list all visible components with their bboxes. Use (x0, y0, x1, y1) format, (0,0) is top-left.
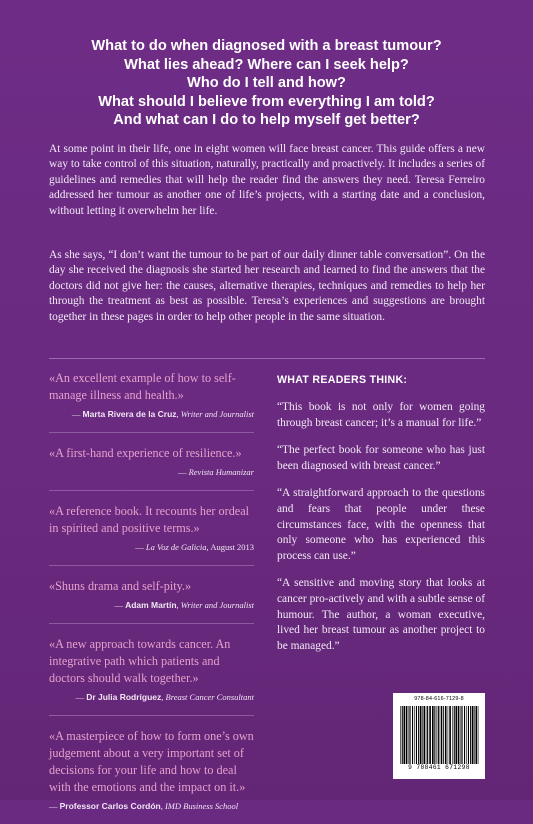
endorsement-attribution: — La Voz de Galicia, August 2013 (135, 542, 254, 552)
readers-title: WHAT READERS THINK: (277, 374, 408, 386)
barcode-bar (432, 706, 434, 764)
barcode-bar (441, 706, 442, 764)
reader-review: “This book is not only for women going through breast cancer; it’s a manual for life.” (277, 401, 485, 429)
isbn-text: 978-84-616-7129-8 (414, 696, 464, 702)
barcode-bar (416, 706, 417, 764)
endorsement (49, 370, 254, 420)
endorsement-attribution: — Revista Humanizar (177, 467, 254, 477)
endorser-name: Adam Martín (125, 600, 177, 610)
barcode-bar (443, 706, 444, 764)
barcode-bar (404, 706, 406, 764)
barcode-bar (424, 706, 426, 764)
barcode-bar (414, 706, 415, 764)
endorser-role: Writer and Journalist (180, 600, 254, 610)
barcode-bar (470, 706, 471, 764)
barcode-bar (406, 706, 408, 764)
reader-review: “A sensitive and moving story that looks at cancer pro-actively and with a subtle sense of humour. The author, a woman executive, lived her breast tumour as another project to be managed.” (277, 577, 485, 652)
barcode-bar (400, 706, 401, 764)
endorsement-divider (49, 565, 254, 566)
barcode-bar (429, 706, 431, 764)
barcode-bar (427, 706, 428, 764)
barcode-bar (422, 706, 423, 764)
headline-line: What lies ahead? Where can I seek help? (124, 56, 409, 73)
barcode-bar (410, 706, 411, 764)
endorsement-divider (49, 623, 254, 624)
barcode-bar (458, 706, 460, 764)
barcode-bar (472, 706, 474, 764)
endorser-role: Revista Humanizar (188, 467, 254, 477)
endorser-role: La Voz de Galicia, (145, 542, 209, 552)
barcode-bar (426, 706, 427, 764)
endorsement-divider (49, 715, 254, 716)
headline-questions (0, 37, 533, 130)
endorsement-attribution: — Professor Carlos Cordón, IMD Business School (49, 801, 239, 811)
barcode-bar (452, 706, 453, 764)
barcode-bar (402, 706, 403, 764)
section-divider (49, 358, 485, 359)
barcode-bar (418, 706, 419, 764)
barcode-bar (438, 706, 439, 764)
endorsement-attribution: — Marta Rivera de la Cruz, Writer and Journalist (71, 409, 254, 419)
reader-review: “A straightforward approach to the questions and fears that people under these circumstances face, with the openness that only someone who has experienced this process can use.” (277, 487, 485, 562)
endorser-role: Breast Cancer Consultant (165, 692, 254, 702)
endorsement-quote: «Shuns drama and self-pity.» (49, 579, 192, 593)
headline-line: And what can I do to help myself get better? (113, 112, 420, 128)
barcode-bar (464, 706, 465, 764)
endorsements-column (49, 370, 254, 824)
endorsement (49, 445, 254, 478)
endorsement (49, 636, 254, 703)
description-paragraph-1: At some point in their life, one in eight women will face breast cancer. This guide offers a new way to take control of this situation, naturally, practically and proactively. It includes a series of guidelines and remedies that will help the reader find the answers they need. Teresa Ferreiro addressed her tumour as another one of life’s projects, with a starting date and a conclusion, without letting it overwhelm her life. (49, 143, 485, 217)
endorsement-date: August 2013 (210, 542, 254, 552)
barcode-bar (476, 706, 478, 764)
endorsement (49, 728, 254, 812)
endorsement (49, 578, 254, 611)
endorser-role: Writer and Journalist (180, 409, 254, 419)
barcode-bar (445, 706, 447, 764)
endorsement-attribution: — Dr Julia Rodríguez, Breast Cancer Consultant (75, 692, 254, 702)
endorsement-divider (49, 490, 254, 491)
barcode-bar (454, 706, 455, 764)
barcode-bar (461, 706, 462, 764)
description-paragraph-2: As she says, “I don’t want the tumour to be part of our daily dinner table conversation”. On the day she received the diagnosis she started her research and learned to find the answers that the doctors did not give her: the causes, alternative therapies, techniques and remedies to help her through the treatment as best as possible. Teresa’s experiences and suggestions are brought together in these pages in order to help other people in the same situation. (49, 249, 485, 323)
barcode-bar (440, 706, 441, 764)
headline-line: What should I believe from everything I am told? (98, 93, 435, 110)
reader-review: “The perfect book for someone who has just been diagnosed with breast cancer.” (277, 444, 485, 472)
barcode-bar (456, 706, 458, 764)
barcode-bar (448, 706, 449, 764)
headline-line: Who do I tell and how? (187, 75, 346, 91)
readers-column (277, 374, 485, 666)
barcode-bar (462, 706, 463, 764)
endorsement-quote: «A reference book. It recounts her ordeal in spirited and positive terms.» (49, 504, 249, 535)
barcode-bar (478, 706, 479, 764)
barcode-bar (466, 706, 467, 764)
endorser-name: Professor Carlos Cordón (59, 801, 161, 811)
barcode-bar (420, 706, 422, 764)
endorser-name: Dr Julia Rodríguez (86, 692, 162, 702)
barcode-bar (449, 706, 451, 764)
barcode-bar (474, 706, 475, 764)
barcode-bar (468, 706, 469, 764)
barcode-bar (434, 706, 435, 764)
barcode-bars (399, 706, 479, 764)
endorser-role: IMD Business School (164, 801, 239, 811)
endorsement-quote: «A first-hand experience of resilience.» (49, 446, 242, 460)
endorsement-quote: «A masterpiece of how to form one’s own judgement about a very important set of decisions for your life and how to deal with the emotions and the impact on it.» (49, 729, 254, 794)
endorsement-attribution: — Adam Martín, Writer and Journalist (114, 600, 254, 610)
endorsement (49, 503, 254, 553)
endorsement-quote: «An excellent example of how to self-manage illness and health.» (49, 371, 236, 402)
barcode-number: 9 788461 671298 (408, 764, 470, 771)
isbn-barcode (393, 693, 485, 779)
barcode-bar (437, 706, 438, 764)
endorsement-quote: «A new approach towards cancer. An integrative path which patients and doctors should walk together.» (49, 637, 231, 685)
barcode-bar (412, 706, 413, 764)
barcode-bar (409, 706, 410, 764)
endorser-name: Marta Rivera de la Cruz (82, 409, 177, 419)
endorsement-divider (49, 432, 254, 433)
headline-line: What to do when diagnosed with a breast tumour? (91, 38, 442, 54)
